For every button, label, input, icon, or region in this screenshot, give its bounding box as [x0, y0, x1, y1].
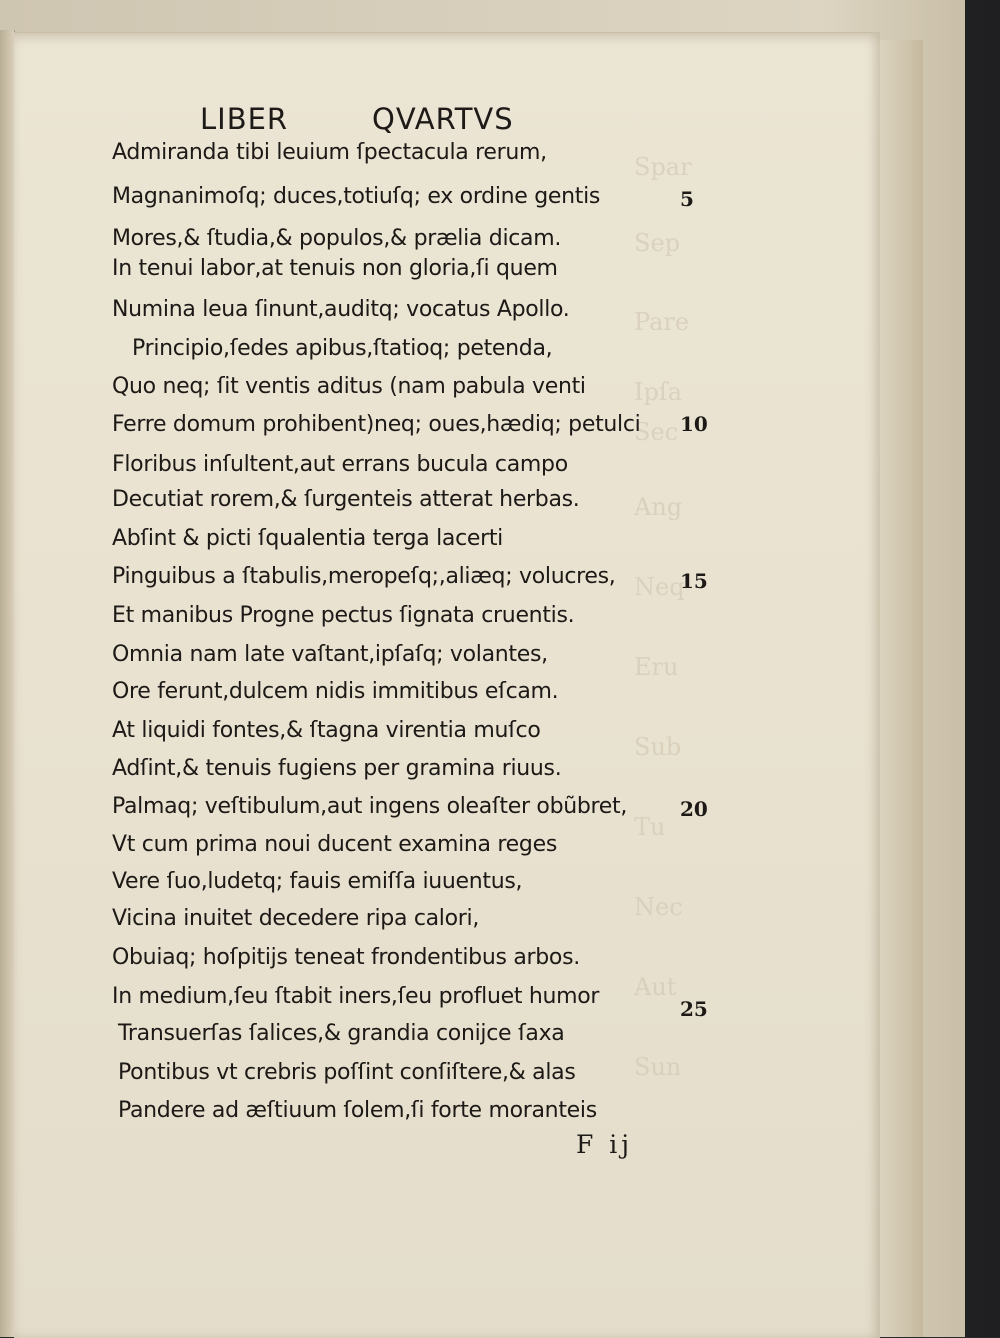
verse-line: Numina leua ſinunt,auditq; vocatus Apollo. — [112, 297, 570, 322]
verse-line: Omnia nam late vaſtant,ipſaſq; volantes, — [112, 642, 548, 667]
verse-line: Principio,ſedes apibus,ſtatioq; petenda, — [132, 336, 553, 361]
verse-line: Decutiat rorem,& ſurgenteis atterat herbas. — [112, 487, 580, 512]
verse-line: Abſint & picti ſqualentia terga lacerti — [112, 526, 503, 551]
verse-line: Et manibus Progne pectus ſignata cruentis. — [112, 603, 575, 628]
verse-line: Mores,& ſtudia,& populos,& prælia dicam. — [112, 226, 562, 251]
running-head-right: QVARTVS — [372, 102, 514, 136]
verse-line: Palmaq; veſtibulum,aut ingens oleaſter obũbret, — [112, 794, 628, 819]
verse-line: Transuerſas ſalices,& grandia conijce ſaxa — [118, 1021, 565, 1046]
line-number: 10 — [680, 412, 708, 436]
verse-line: At liquidi fontes,& ſtagna virentia muſco — [112, 718, 541, 743]
signature-mark: F ij — [576, 1130, 634, 1159]
verse-line: Pandere ad æſtiuum ſolem,ſi forte moranteis — [118, 1098, 597, 1123]
line-number: 25 — [680, 997, 708, 1021]
line-number: 20 — [680, 797, 708, 821]
verse-line: Vt cum prima noui ducent examina reges — [112, 832, 557, 857]
verse-line: Obuiaq; hoſpitijs teneat frondentibus arbos. — [112, 945, 580, 970]
running-head-left: LIBER — [200, 102, 289, 136]
verse-line: Ore ferunt,dulcem nidis immitibus eſcam. — [112, 679, 559, 704]
verse-line: Pinguibus a ſtabulis,meropeſq;,aliæq; volucres, — [112, 564, 616, 589]
verse-line: Admiranda tibi leuium ſpectacula rerum, — [112, 140, 547, 165]
verse-line: Pontibus vt crebris poſſint conſiſtere,& alas — [118, 1060, 576, 1085]
verse-line: Vere ſuo,ludetq; fauis emiſſa iuuentus, — [112, 869, 523, 894]
verse-line: Ferre domum prohibent)neq; oues,hædiq; petulci — [112, 412, 641, 437]
verse-line: Vicina inuitet decedere ripa calori, — [112, 906, 480, 931]
book-page: Spar Sep Pare Ipſa Sec Ang Neq Eru Sub Tu Nec Aut Sun — [14, 32, 880, 1338]
verse-line: Magnanimoſq; duces,totiuſq; ex ordine gentis — [112, 184, 601, 209]
line-number: 5 — [680, 187, 694, 211]
verse-line: Quo neq; ſit ventis aditus (nam pabula venti — [112, 374, 586, 399]
verse-line: In medium,ſeu ſtabit iners,ſeu profluet humor — [112, 984, 600, 1009]
verse-line: In tenui labor,at tenuis non gloria,ſi quem — [112, 256, 558, 281]
line-number: 15 — [680, 569, 708, 593]
verse-line: Floribus inſultent,aut errans bucula campo — [112, 452, 568, 477]
verse-line: Adſint,& tenuis fugiens per gramina riuus. — [112, 756, 562, 781]
binding-edge — [0, 30, 15, 1337]
